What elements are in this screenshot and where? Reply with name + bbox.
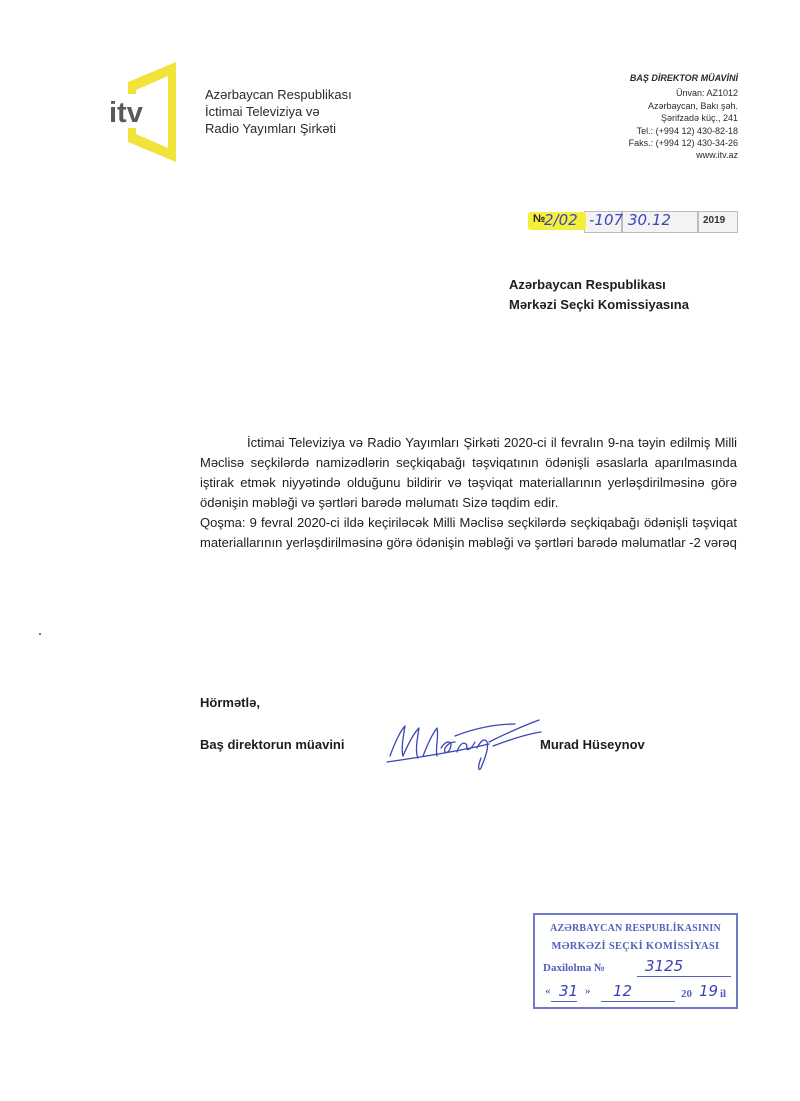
stamp-number-underline xyxy=(637,976,731,977)
stamp-line-2: MƏRKƏZİ SEÇKİ KOMİSSİYASI xyxy=(551,941,720,952)
reference-number-part2: -107 xyxy=(589,211,624,229)
stamp-day-underline xyxy=(551,1001,577,1002)
stamp-month: 12 xyxy=(613,982,633,1000)
stamp-label: Daxilolma № xyxy=(543,962,606,974)
stamp-quote-close: » xyxy=(585,985,591,997)
reference-prefix: № xyxy=(533,213,546,225)
reference-date: 30.12 xyxy=(628,211,671,229)
handwritten-signature xyxy=(385,712,545,774)
attachment-note: Qoşma: 9 fevral 2020-ci ildə keçiriləcək Milli Məclisə seçkilərdə seçkiqabağı ödənişli təşviqat materiallarının yerləşdirilməsinə görə ödənişin məbləği və şərtləri barədə məlumatlar -2 vərəq xyxy=(200,515,737,550)
website-line: www.itv.az xyxy=(696,150,738,161)
phone-line: Tel.: (+994 12) 430-82-18 xyxy=(636,125,738,136)
addressee-line-1: Azərbaycan Respublikası xyxy=(509,277,666,292)
signer-name: Murad Hüseynov xyxy=(540,737,645,752)
org-line-2: İctimai Televiziya və xyxy=(205,104,320,119)
addressee-line-2: Mərkəzi Seçki Komissiyasına xyxy=(509,297,689,312)
stamp-line-1: AZƏRBAYCAN RESPUBLİKASININ xyxy=(550,923,721,934)
org-line-3: Radio Yayımları Şirkəti xyxy=(205,121,337,136)
closing-regards: Hörmətlə, xyxy=(200,695,260,710)
itv-logo xyxy=(108,60,180,164)
letter-body xyxy=(200,433,737,553)
stamp-quote-open: « xyxy=(545,985,551,997)
stamp-year-unit: il xyxy=(720,988,727,1000)
address-line: Ünvan: AZ1012 xyxy=(675,88,738,99)
stamp-year-prefix: 20 xyxy=(681,988,692,1000)
city-line: Azərbaycan, Bakı şəh. xyxy=(647,100,738,111)
logo-text: itv xyxy=(109,97,143,129)
reference-number-part1: 2/02 xyxy=(544,211,578,229)
reference-number xyxy=(528,209,740,235)
organization-name xyxy=(205,86,352,137)
fax-line: Faks.: (+994 12) 430-34-26 xyxy=(628,138,738,149)
contact-block xyxy=(629,72,738,162)
scan-speck xyxy=(39,633,41,635)
street-line: Şərifzadə küç., 241 xyxy=(660,113,738,124)
registration-stamp xyxy=(533,913,738,1009)
reference-year: 2019 xyxy=(703,215,726,226)
stamp-number: 3125 xyxy=(645,957,684,975)
addressee xyxy=(509,275,689,315)
position-title: BAŞ DİREKTOR MÜAVİNİ xyxy=(629,73,738,83)
stamp-day: 31 xyxy=(559,982,579,1000)
org-line-1: Azərbaycan Respublikası xyxy=(205,87,352,102)
body-paragraph: İctimai Televiziya və Radio Yayımları Şirkəti 2020-ci il fevralın 9-na təyin edilmiş Milli Məclisə seçkilərdə namizədlərin seçkiqabağı təşviqatının ödənişli əsaslarla aparılmasında iştirak etmək niyyətində olduğunu bildirir və təşviqat materiallarının yerləşdirilməsinə görə ödənişin məbləği və şərtləri barədə məlumatı Sizə təqdim edir. xyxy=(200,435,737,510)
signer-position: Baş direktorun müavini xyxy=(200,737,345,752)
stamp-year-suffix: 19 xyxy=(699,982,719,1000)
stamp-month-underline xyxy=(601,1001,675,1002)
